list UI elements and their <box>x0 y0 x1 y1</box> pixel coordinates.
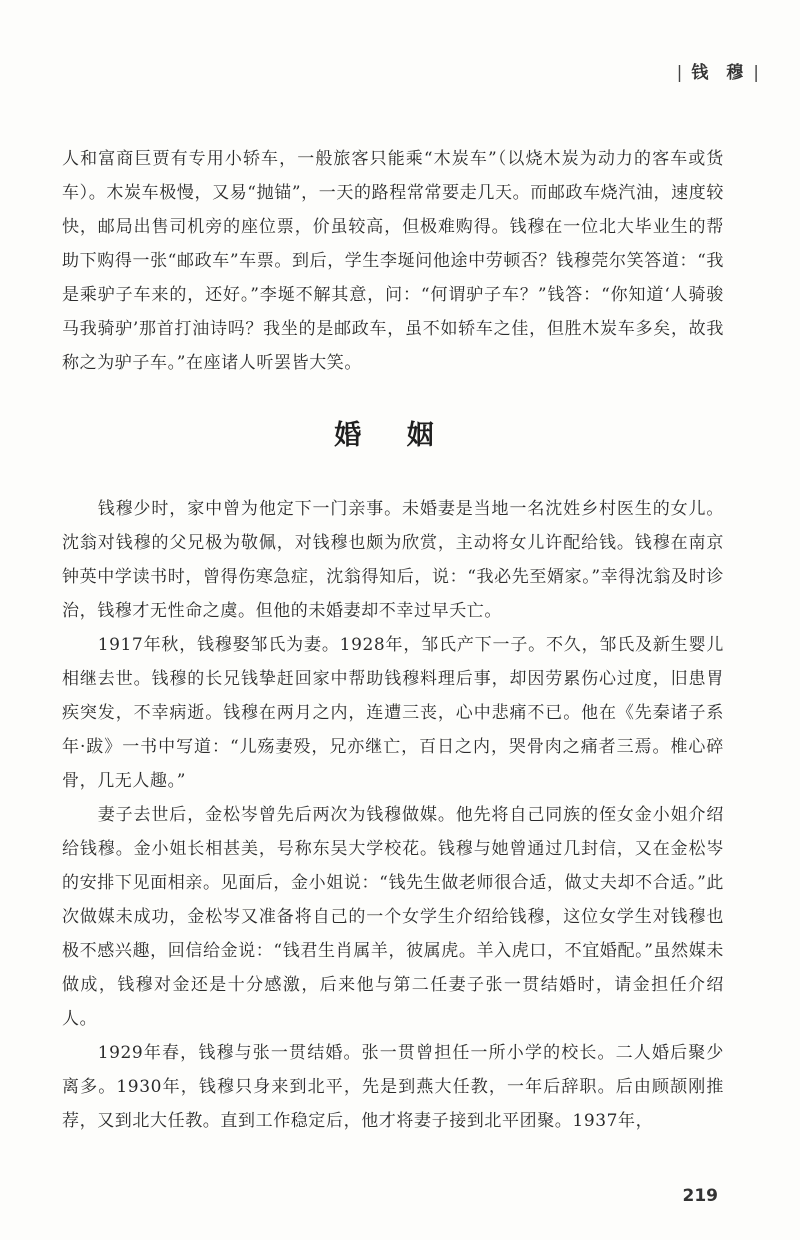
paragraph: 1917年秋，钱穆娶邹氏为妻。1928年，邹氏产下一子。不久，邹氏及新生婴儿相继去世。钱穆的长兄钱挚赶回家中帮助钱穆料理后事，却因劳累伤心过度，旧患胃疾突发，不幸病逝。钱穆在两月之内，连遭三丧，心中悲痛不已。他在《先秦诸子系年·跋》一书中写道：“儿殇妻殁，兄亦继亡，百日之内，哭骨肉之痛者三焉。椎心碎骨，几无人趣。” <box>62 635 724 791</box>
section-title: 婚 姻 <box>334 420 452 451</box>
header-left-bar: | <box>676 63 684 83</box>
paragraph: 钱穆少时，家中曾为他定下一门亲事。未婚妻是当地一名沈姓乡村医生的女儿。沈翁对钱穆的父兄极为敬佩，对钱穆也颇为欣赏，主动将女儿许配给钱。钱穆在南京钟英中学读书时，曾得伤寒急症，沈翁得知后，说：“我必先至婿家。”幸得沈翁及时诊治，钱穆才无性命之虞。但他的未婚妻却不幸过早夭亡。 <box>62 499 724 621</box>
paragraph: 妻子去世后，金松岑曾先后两次为钱穆做媒。他先将自己同族的侄女金小姐介绍给钱穆。金小姐长相甚美，号称东吴大学校花。钱穆与她曾通过几封信，又在金松岑的安排下见面相亲。见面后，金小姐说：“钱先生做老师很合适，做丈夫却不合适。”此次做媒未成功，金松岑又准备将自己的一个女学生介绍给钱穆，这位女学生对钱穆也极不感兴趣，回信给金说：“钱君生肖属羊，彼属虎。羊入虎口，不宜婚配。”虽然媒未做成，钱穆对金还是十分感激，后来他与第二任妻子张一贯结婚时，请金担任介绍人。 <box>62 805 724 1029</box>
paragraph-continued: 人和富商巨贾有专用小轿车，一般旅客只能乘“木炭车”（以烧木炭为动力的客车或货车）。木炭车极慢，又易“抛锚”，一天的路程常常要走几天。而邮政车烧汽油，速度较快，邮局出售司机旁的座位票，价虽较高，但极难购得。钱穆在一位北大毕业生的帮助下购得一张“邮政车”车票。到后，学生李埏问他途中劳顿否？钱穆莞尔笑答道：“我是乘驴子车来的，还好。”李埏不解其意，问：“何谓驴子车？”钱答：“你知道‘人骑骏马我骑驴’那首打油诗吗？我坐的是邮政车，虽不如轿车之佳，但胜木炭车多矣，故我称之为驴子车。”在座诸人听罢皆大笑。 <box>62 149 724 373</box>
header-title: 钱 穆 <box>691 63 750 83</box>
page-body <box>62 142 724 1138</box>
running-header <box>677 58 760 83</box>
page-number: 219 <box>682 1186 718 1206</box>
header-right-bar: | <box>753 63 760 83</box>
paragraph: 1929年春，钱穆与张一贯结婚。张一贯曾担任一所小学的校长。二人婚后聚少离多。1930年，钱穆只身来到北平，先是到燕大任教，一年后辞职。后由顾颉刚推荐，又到北大任教。直到工作稳定后，他才将妻子接到北平团聚。1937年， <box>62 1043 724 1131</box>
